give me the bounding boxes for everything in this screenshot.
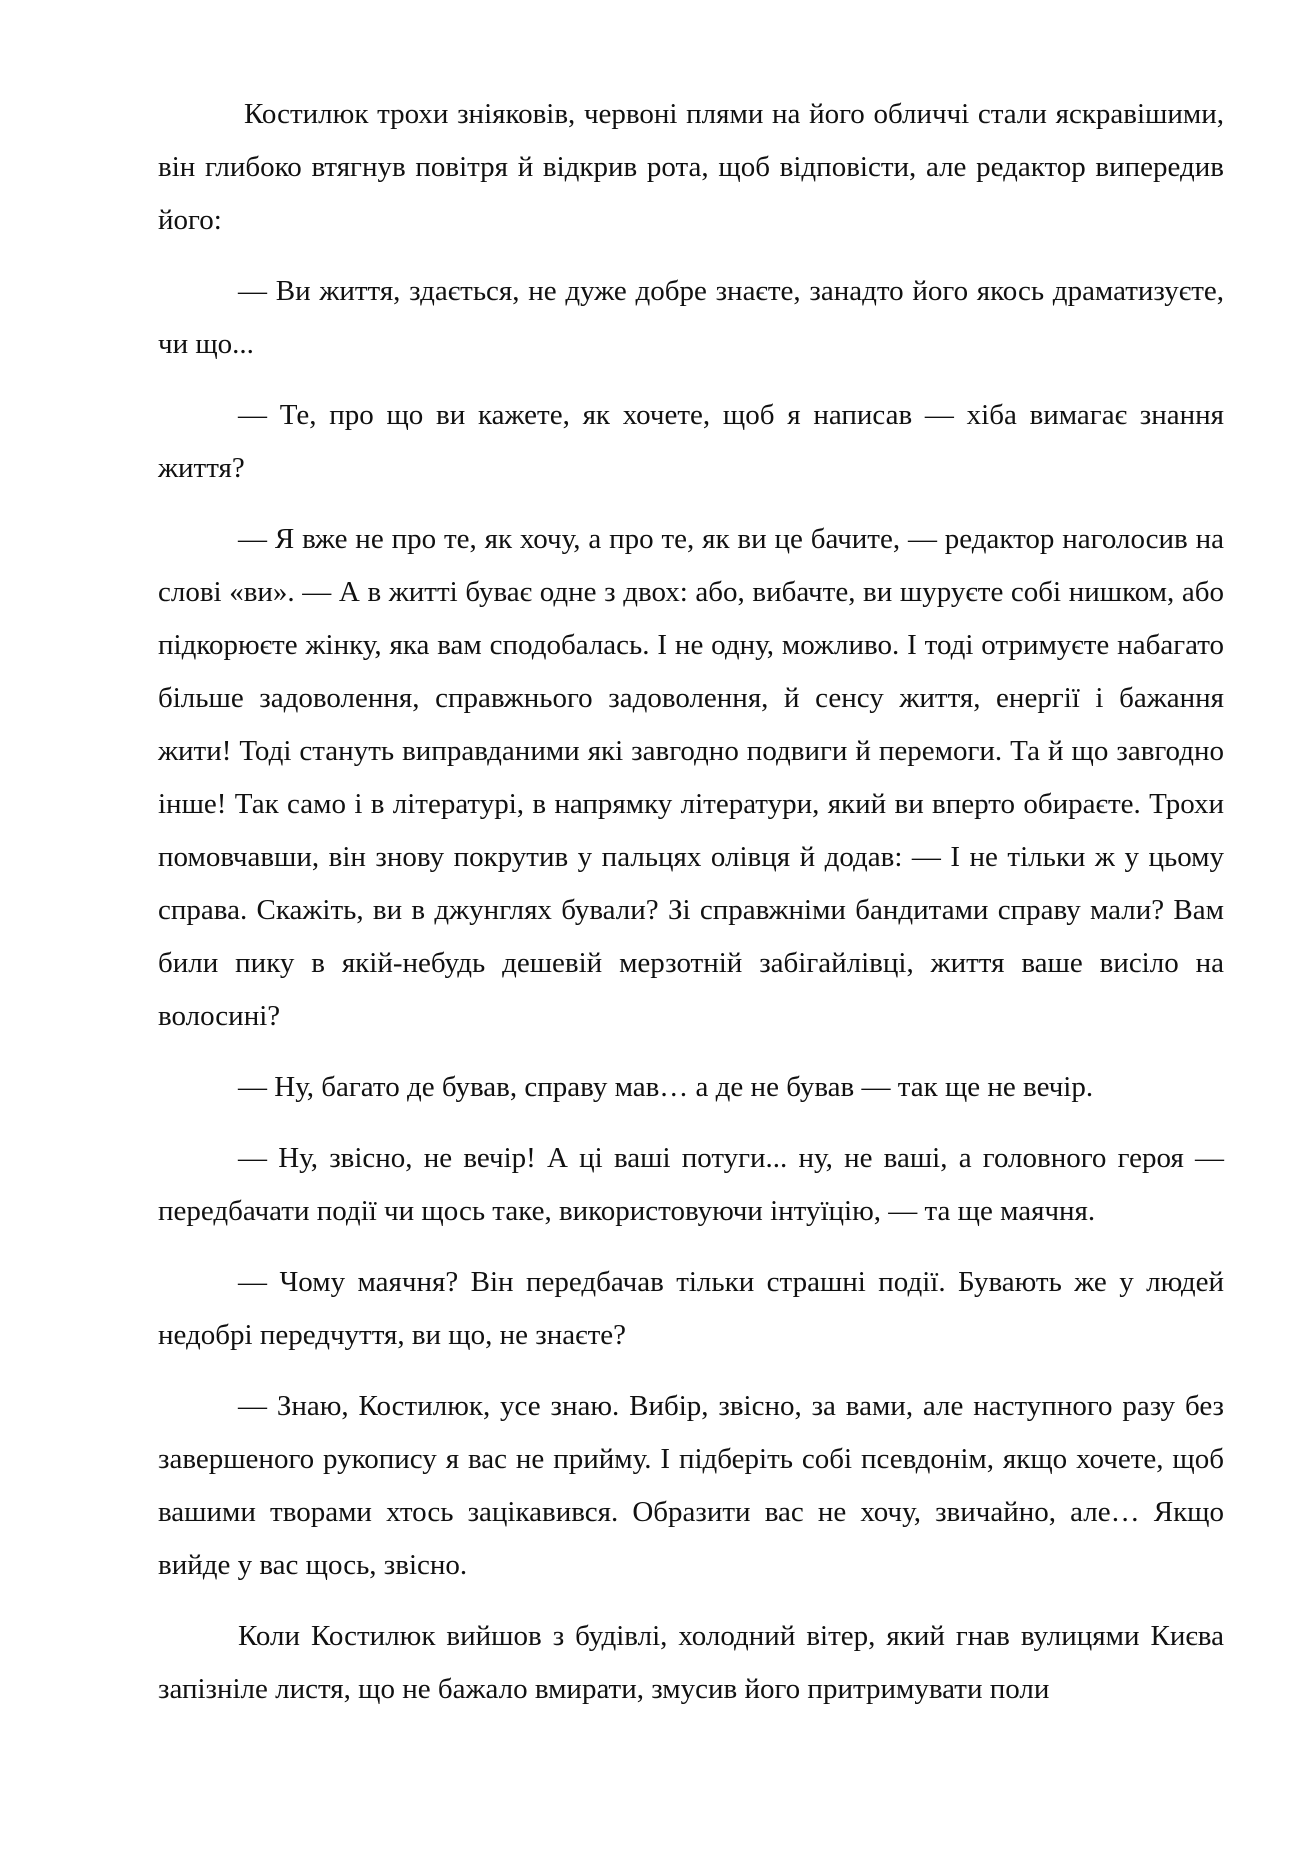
document-page (158, 88, 1224, 1734)
paragraph-5: — Ну, багато де бував, справу мав… а де не бував — так ще не вечір. (238, 1071, 1094, 1103)
paragraph-9: Коли Костилюк вийшов з будівлі, холодний вітер, який гнав вулицями Києва запізніле листя, що не бажало вмирати, змусив його притримувати поли (158, 1620, 1224, 1705)
paragraph-7: — Чому маячня? Він передбачав тільки страшні події. Бувають же у людей недобрі передчуття, ви що, не знаєте? (158, 1266, 1224, 1351)
paragraph-6: — Ну, звісно, не вечір! А ці ваші потуги... ну, не ваші, а головного героя — передбачати події чи щось таке, використовуючи інтуїцію, — та ще маячня. (158, 1142, 1224, 1227)
paragraph-3: — Те, про що ви кажете, як хочете, щоб я написав — хіба вимагає знання життя? (158, 399, 1224, 484)
paragraph-8: — Знаю, Костилюк, усе знаю. Вибір, звісно, за вами, але наступного разу без завершеного рукопису я вас не прийму. І підберіть собі псевдонім, якщо хочете, щоб вашими творами хтось зацікавився. Образити вас не хочу, звичайно, але… Якщо вийде у вас щось, звісно. (158, 1390, 1224, 1581)
paragraph-1: Костилюк трохи зніяковів, червоні плями на його обличчі стали яскравішими, він глибоко втягнув повітря й відкрив рота, щоб відповісти, але редактор випередив його: (158, 98, 1224, 236)
paragraph-2: — Ви життя, здається, не дуже добре знаєте, занадто його якось драматизуєте, чи що... (158, 275, 1224, 360)
paragraph-4: — Я вже не про те, як хочу, а про те, як ви це бачите, — редактор наголосив на слові «ви». — А в житті буває одне з двох: або, вибачте, ви шуруєте собі нишком, або підкорюєте жінку, яка вам сподобалась. І не одну, можливо. І тоді отримуєте набагато більше задоволення, справжнього задоволення, й сенсу життя, енергії і бажання жити! Тоді стануть виправданими які завгодно подвиги й перемоги. Та й що завгодно інше! Так само і в літературі, в напрямку літератури, який ви вперто обираєте. Трохи помовчавши, він знову покрутив у пальцях олівця й додав: — І не тільки ж у цьому справа. Скажіть, ви в джунглях бували? Зі справжніми бандитами справу мали? Вам били пику в якій-небудь дешевій мерзотній забігайлівці, життя ваше висіло на волосині? (158, 523, 1224, 1032)
